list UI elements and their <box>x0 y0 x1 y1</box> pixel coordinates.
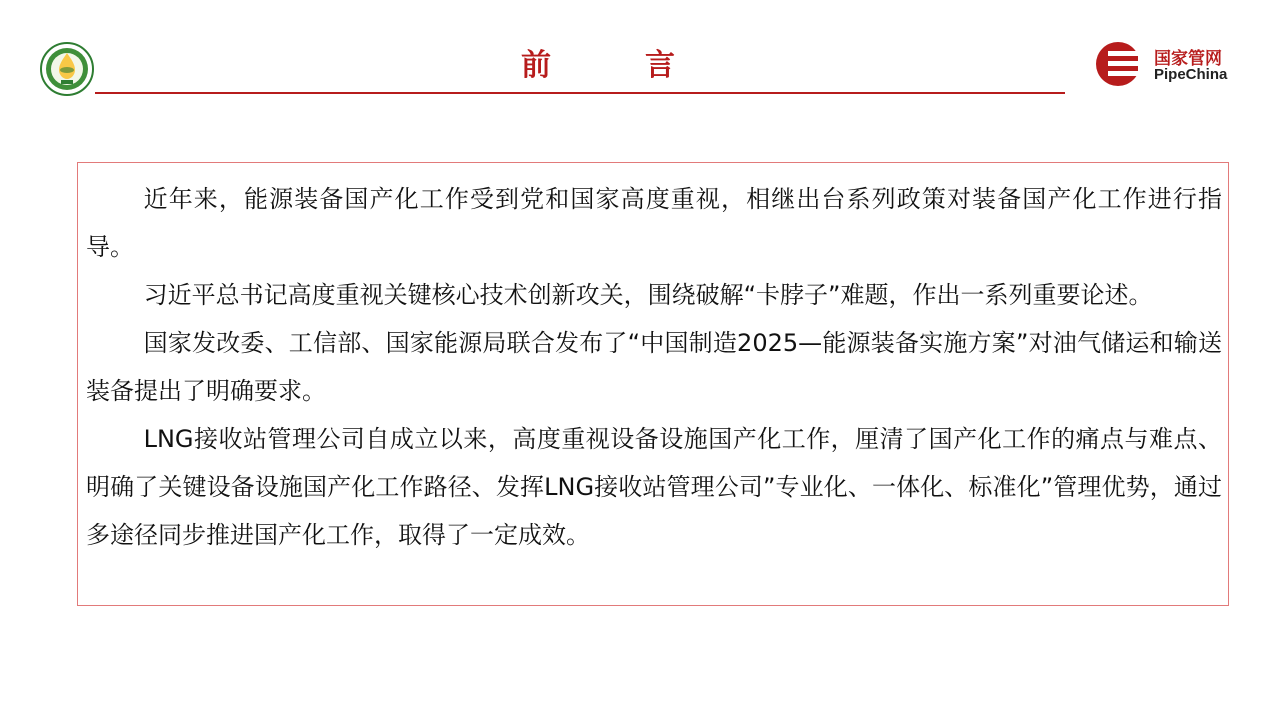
page-title: 前 言 <box>521 48 707 83</box>
logo-name-en: PipeChina <box>1154 66 1228 83</box>
title-underline <box>95 92 1065 94</box>
pipechina-logo-icon <box>1094 40 1146 88</box>
logo-name-cn: 国家管网 <box>1154 49 1222 69</box>
paragraph-4: LNG接收站管理公司自成立以来，高度重视设备设施国产化工作，厘清了国产化工作的痛点与难点、明确了关键设备设施国产化工作路径、发挥LNG接收站管理公司”专业化、一体化、标准化”管理优势，通过多途径同步推进国产化工作，取得了一定成效。 <box>86 425 1222 549</box>
paragraph-3: 国家发改委、工信部、国家能源局联合发布了“中国制造2025—能源装备实施方案”对油气储运和输送装备提出了明确要求。 <box>86 329 1222 405</box>
pipechina-logo <box>1094 40 1254 88</box>
preface-content-box <box>77 162 1229 606</box>
paragraph-2: 习近平总书记高度重视关键核心技术创新攻关，围绕破解“卡脖子”难题，作出一系列重要论述。 <box>143 281 1153 309</box>
paragraph-1: 近年来，能源装备国产化工作受到党和国家高度重视，相继出台系列政策对装备国产化工作进行指导。 <box>86 185 1222 261</box>
